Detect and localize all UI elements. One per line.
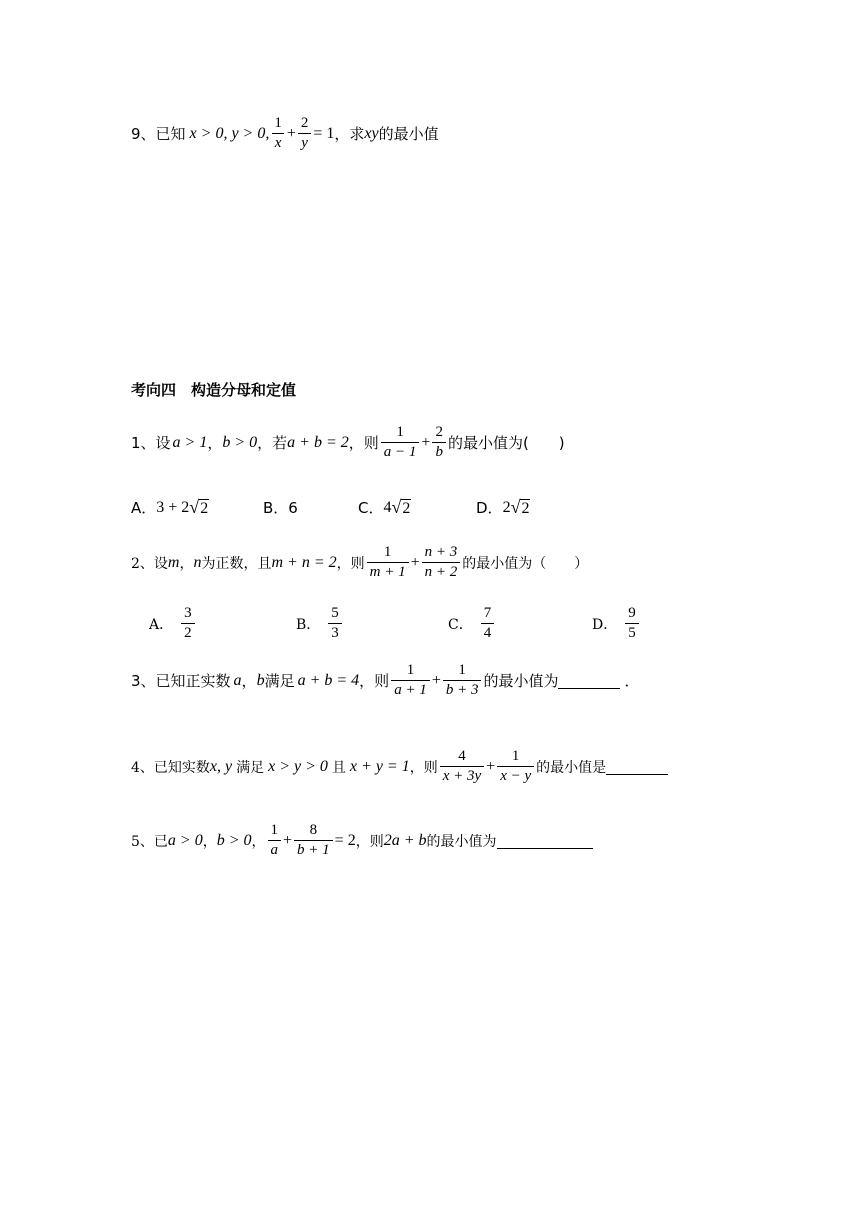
p4-tail: 的最小值是: [536, 759, 607, 776]
p5-f1-den-text: a: [270, 842, 279, 858]
p2-option-c: [448, 606, 496, 641]
p1-f2-denominator: [432, 442, 446, 460]
p5-tail: 的最小值为: [426, 833, 497, 850]
p2-option-b: [296, 606, 344, 641]
q9-label: 9、已知: [131, 125, 186, 143]
p2-m: m: [167, 553, 180, 571]
p5-sep-1: ，: [202, 833, 217, 850]
q9-fraction-1: [271, 116, 285, 151]
p2-option-d-fraction: [625, 606, 639, 641]
p4-f1-denominator: [440, 766, 484, 784]
p3-end: ．: [624, 672, 640, 690]
p5-fraction-2: [294, 823, 333, 858]
p2-option-b-num: 5: [331, 605, 339, 621]
p1-option-a-prefix: 3 + 2: [156, 498, 190, 516]
p5-answer-blank[interactable]: [497, 832, 593, 849]
p3-f2-denominator: [443, 680, 482, 698]
p1-option-a-radicand: 2: [200, 500, 209, 517]
p2-option-d-den: 5: [625, 623, 639, 641]
p2-f2-denominator: [422, 562, 461, 580]
problem-5: [131, 823, 593, 858]
p5-cond-2: b > 0: [216, 831, 252, 849]
p4-condition-1: x > y > 0: [268, 757, 328, 775]
q9-f1-numerator: 1: [274, 115, 282, 131]
p4-fraction-2: [497, 749, 534, 784]
p1-sep-2: ，若: [257, 434, 288, 452]
p2-plus: +: [410, 553, 420, 571]
p3-text-2: ，则: [359, 672, 390, 690]
p1-fraction-2: [432, 425, 446, 460]
p1-f2-den-text: b: [435, 444, 443, 460]
p2-option-d-label: D．: [592, 616, 618, 633]
p3-b: b: [256, 671, 265, 689]
p4-vars: x, y: [209, 757, 233, 775]
p4-f2-numerator: 1: [511, 748, 520, 764]
sqrt-symbol: √ 2: [391, 497, 411, 517]
p1-f1-numerator: 1: [396, 424, 404, 440]
p4-f1-den-text: x + 3y: [442, 768, 482, 784]
p4-plus: +: [486, 757, 496, 775]
section-title: [131, 379, 296, 400]
p1-option-a-label: A．: [131, 499, 157, 517]
p2-f2-den-text: n + 2: [424, 564, 458, 580]
q9-f1-den-text: x: [274, 135, 282, 151]
problem-3: [131, 663, 640, 698]
p4-text-3: ，则: [409, 759, 438, 776]
p3-f1-den-text: a + 1: [394, 682, 427, 698]
p1-tail: 的最小值为( ): [447, 434, 565, 452]
p5-f2-numerator: 8: [309, 822, 318, 838]
p2-condition: m + n = 2: [271, 553, 337, 571]
p5-f2-den-text: b + 1: [297, 842, 330, 858]
p1-option-d-label: D．: [476, 499, 503, 517]
p1-plus: +: [421, 433, 431, 451]
p3-f1-denominator: [391, 680, 430, 698]
p4-answer-blank[interactable]: [606, 758, 668, 775]
p1-option-d: [476, 497, 530, 518]
p4-f2-den-text: x − y: [500, 768, 532, 784]
p2-comma: ，: [179, 555, 194, 572]
q9-fraction-2: [298, 116, 312, 151]
p2-option-a-label: A．: [149, 616, 174, 633]
p4-condition-2: x + y = 1: [349, 757, 410, 775]
p2-text-1: 为正数，且: [201, 555, 272, 572]
p2-option-b-label: B．: [296, 616, 321, 633]
p5-fraction-1: [268, 823, 282, 858]
p1-cond-1: a > 1: [172, 433, 208, 451]
problem-1: [131, 425, 565, 460]
p1-label: 1、设: [131, 434, 171, 452]
p2-f2-numerator: [422, 545, 461, 562]
p2-f1-numerator: 1: [383, 544, 392, 560]
p3-text-1: 满足: [264, 672, 295, 690]
p4-f2-denominator: [497, 766, 534, 784]
p2-f2-num-text: n + 3: [424, 544, 458, 560]
p5-text-1: ，则: [355, 833, 384, 850]
p1-option-c-label: C．: [358, 499, 384, 517]
q9-tail-1: ，求: [334, 125, 365, 143]
p3-f2-den-text: b + 3: [445, 682, 479, 698]
p2-n: n: [193, 553, 202, 571]
p3-plus: +: [431, 671, 441, 689]
p3-f1-numerator: 1: [406, 662, 415, 678]
p1-fraction-1: [381, 425, 420, 460]
q9-f2-den-text: y: [301, 135, 308, 151]
p1-option-c-prefix: 4: [383, 498, 392, 516]
p2-option-a-den: 2: [181, 623, 195, 641]
p1-option-c: [358, 497, 411, 518]
p1-f2-numerator: 2: [435, 424, 443, 440]
p4-text-1: 满足: [236, 759, 265, 776]
p1-sep-1: ，: [207, 434, 223, 452]
q9-xy: xy: [364, 124, 379, 142]
sqrt-symbol: √ 2: [189, 497, 209, 517]
section-title-text: 考向四 构造分母和定值: [131, 381, 297, 399]
q9-equals: = 1: [313, 124, 335, 142]
p2-option-a-fraction: [181, 606, 195, 641]
p3-condition: a + b = 4: [297, 671, 360, 689]
p4-fraction-1: [440, 749, 484, 784]
q9-condition: x > 0, y > 0,: [189, 124, 270, 142]
p3-label: 3、已知正实数: [131, 672, 231, 690]
p2-f1-den-text: m + 1: [369, 564, 406, 580]
p5-sep-2: ，: [251, 833, 266, 850]
p1-option-c-radicand: 2: [402, 500, 411, 517]
p2-option-d: [592, 606, 641, 641]
q9-f1-denominator: [272, 133, 285, 151]
q9-f2-numerator: 2: [300, 115, 309, 131]
p2-option-a-num: 3: [184, 605, 192, 621]
p1-cond-2: b > 0: [222, 433, 258, 451]
problem-4: [131, 749, 668, 784]
p2-f1-denominator: [367, 562, 409, 580]
p4-text-2: 且: [331, 759, 346, 776]
p3-fraction-2: [443, 663, 482, 698]
p1-f1-denominator: [381, 442, 420, 460]
sqrt-symbol: √ 2: [510, 497, 530, 517]
p3-comma: ，: [241, 672, 257, 690]
p1-option-a: [131, 497, 209, 518]
question-9: [131, 116, 439, 151]
p3-answer-blank[interactable]: [558, 672, 620, 689]
p2-text-2: ，则: [336, 555, 365, 572]
p2-fraction-2: [422, 545, 461, 580]
p4-label: 4、已知实数: [131, 759, 210, 776]
p2-option-d-num: 9: [628, 605, 636, 621]
p1-option-b-label: B．6: [263, 499, 298, 517]
p3-tail: 的最小值为: [483, 672, 559, 690]
p1-cond-3: a + b = 2: [287, 433, 349, 451]
p5-label: 5、已: [131, 833, 168, 850]
p2-option-c-den: 4: [481, 623, 495, 641]
p2-option-c-num: 7: [483, 605, 492, 621]
p5-f2-denominator: [294, 840, 333, 858]
p2-option-c-fraction: [481, 606, 495, 641]
p5-f1-denominator: [268, 840, 282, 858]
q9-f2-denominator: [298, 133, 311, 151]
p2-label: 2、设: [131, 555, 168, 572]
p5-cond-1: a > 0: [167, 831, 203, 849]
p2-option-a: [149, 606, 197, 641]
p1-f1-den-text: a − 1: [383, 444, 417, 460]
p2-option-b-den: 3: [328, 623, 342, 641]
p4-f1-numerator: 4: [458, 748, 466, 764]
p5-f1-numerator: 1: [270, 822, 279, 838]
p1-option-d-prefix: 2: [502, 498, 511, 516]
q9-plus: +: [286, 124, 296, 142]
p5-expression: 2a + b: [383, 831, 427, 849]
p2-fraction-1: [367, 545, 409, 580]
q9-tail-2: 的最小值: [378, 125, 439, 143]
p5-plus: +: [283, 831, 293, 849]
p3-a: a: [233, 671, 242, 689]
p1-option-b: [263, 497, 298, 518]
p2-option-b-fraction: [328, 606, 342, 641]
p3-f2-numerator: 1: [458, 662, 466, 678]
problem-2: [131, 545, 588, 580]
p5-equals: = 2: [334, 831, 356, 849]
p2-tail: 的最小值为（ ）: [462, 555, 589, 572]
p1-option-d-radicand: 2: [521, 500, 530, 517]
p1-sep-3: ，则: [348, 434, 379, 452]
p3-fraction-1: [391, 663, 430, 698]
p2-option-c-label: C．: [448, 616, 473, 633]
